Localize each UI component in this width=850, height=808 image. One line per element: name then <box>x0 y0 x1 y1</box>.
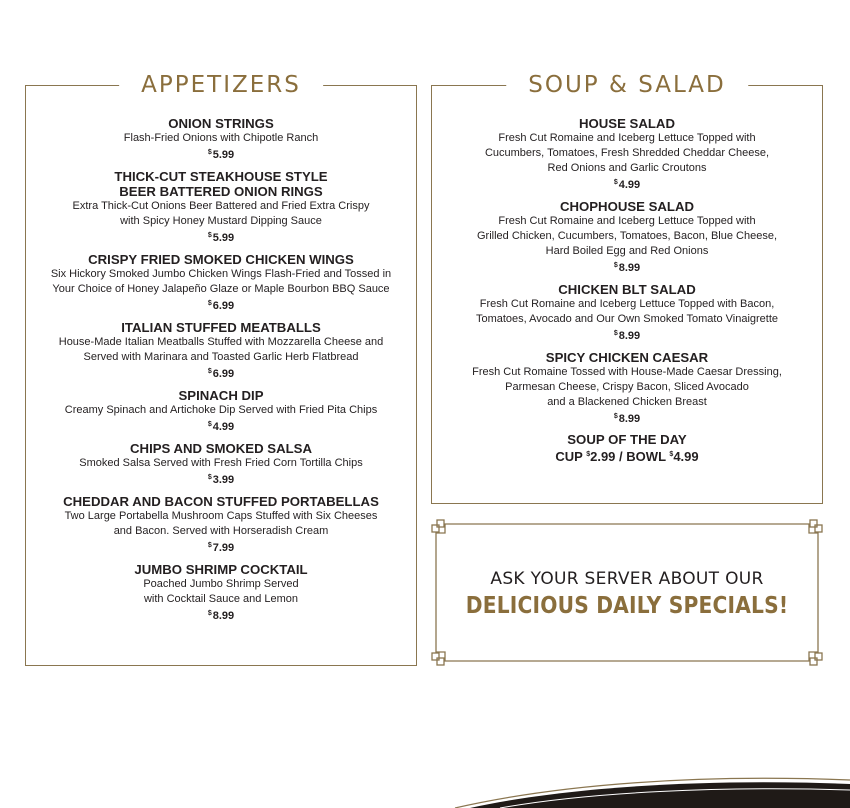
cup-label: CUP <box>555 449 583 464</box>
soup-salad-title: SOUP & SALAD <box>506 70 748 100</box>
appetizer-item <box>26 441 416 487</box>
item-description: Tomatoes, Avocado and Our Own Smoked Tomato Vinaigrette <box>475 313 779 325</box>
soup-salad-panel <box>431 72 823 504</box>
appetizer-item <box>26 562 416 623</box>
price-separator: / <box>619 449 623 464</box>
currency-symbol: $ <box>207 368 212 375</box>
appetizers-title: APPETIZERS <box>119 70 323 100</box>
item-name: JUMBO SHRIMP COCKTAIL <box>134 562 308 577</box>
item-description: Hard Boiled Egg and Red Onions <box>545 245 709 257</box>
item-description: with Spicy Honey Mustard Dipping Sauce <box>120 215 322 227</box>
item-description: Fresh Cut Romaine and Iceberg Lettuce Topped with <box>498 132 756 144</box>
salad-item <box>432 350 822 426</box>
item-description: with Cocktail Sauce and Lemon <box>143 593 299 605</box>
price-value: 7.99 <box>212 542 235 554</box>
item-name: THICK-CUT STEAKHOUSE STYLE <box>114 169 328 184</box>
appetizer-item <box>26 320 416 381</box>
price-value: 5.99 <box>212 149 235 161</box>
item-price <box>26 539 416 555</box>
item-name: SPICY CHICKEN CAESAR <box>545 350 709 365</box>
item-name: SPINACH DIP <box>178 388 264 403</box>
appetizers-list <box>26 116 416 630</box>
appetizer-item <box>26 494 416 555</box>
price-value: 8.99 <box>618 262 641 274</box>
currency-symbol: $ <box>207 610 212 617</box>
item-name: CHIPS AND SMOKED SALSA <box>130 441 312 456</box>
cup-price: 2.99 <box>590 449 616 464</box>
appetizer-item <box>26 116 416 162</box>
salad-item <box>432 116 822 192</box>
price-value: 4.99 <box>212 421 235 433</box>
item-description: Fresh Cut Romaine Tossed with House-Made Caesar Dressing, <box>472 366 782 378</box>
currency-symbol: $ <box>613 262 618 269</box>
price-value: 8.99 <box>212 610 235 622</box>
item-name-line-2: BEER BATTERED ONION RINGS <box>119 184 323 199</box>
item-price <box>432 327 822 343</box>
item-description: Served with Marinara and Toasted Garlic Herb Flatbread <box>83 351 359 363</box>
price-value: 8.99 <box>618 330 641 342</box>
item-price <box>26 297 416 313</box>
item-description: Your Choice of Honey Jalapeño Glaze or Maple Bourbon BBQ Sauce <box>52 283 390 295</box>
bowl-label: BOWL <box>626 449 666 464</box>
item-price <box>26 365 416 381</box>
item-description: Parmesan Cheese, Crispy Bacon, Sliced Avocado <box>505 381 749 393</box>
item-description: and Bacon. Served with Horseradish Cream <box>113 525 329 537</box>
item-price <box>432 410 822 426</box>
appetizer-item <box>26 388 416 434</box>
item-price <box>26 418 416 434</box>
item-description: House-Made Italian Meatballs Stuffed with Mozzarella Cheese and <box>58 336 384 348</box>
item-description: Smoked Salsa Served with Fresh Fried Corn Tortilla Chips <box>79 457 363 469</box>
item-description: Grilled Chicken, Cucumbers, Tomatoes, Bacon, Blue Cheese, <box>477 230 777 242</box>
soup-of-the-day <box>432 432 822 464</box>
item-name: CHOPHOUSE SALAD <box>559 199 695 214</box>
item-price <box>432 176 822 192</box>
currency-symbol: $ <box>207 474 212 481</box>
cup-currency: $ <box>586 451 591 458</box>
currency-symbol: $ <box>207 300 212 307</box>
item-description: Two Large Portabella Mushroom Caps Stuffed with Six Cheeses <box>64 510 378 522</box>
item-price <box>26 229 416 245</box>
price-value: 6.99 <box>212 300 235 312</box>
soup-salad-list <box>432 116 822 471</box>
item-description: Extra Thick-Cut Onions Beer Battered and Fried Extra Crispy <box>72 200 370 212</box>
currency-symbol: $ <box>207 421 212 428</box>
currency-symbol: $ <box>613 413 618 420</box>
item-description: and a Blackened Chicken Breast <box>547 396 707 408</box>
item-price <box>26 146 416 162</box>
appetizers-panel <box>25 72 417 666</box>
currency-symbol: $ <box>207 149 212 156</box>
salad-item <box>432 199 822 275</box>
item-name: CRISPY FRIED SMOKED CHICKEN WINGS <box>88 252 354 267</box>
item-description: Creamy Spinach and Artichoke Dip Served with Fried Pita Chips <box>64 404 378 416</box>
price-value: 4.99 <box>618 179 641 191</box>
bowl-currency: $ <box>669 451 674 458</box>
specials-box <box>431 519 823 666</box>
soup-prices <box>432 447 822 464</box>
price-value: 3.99 <box>212 474 235 486</box>
item-name: HOUSE SALAD <box>579 116 675 131</box>
appetizer-item <box>26 169 416 245</box>
item-name: ONION STRINGS <box>168 116 274 131</box>
item-price <box>26 607 416 623</box>
item-description: Red Onions and Garlic Croutons <box>547 162 707 174</box>
specials-line-2: DELICIOUS DAILY SPECIALS! <box>465 593 789 619</box>
item-price <box>26 471 416 487</box>
specials-line-1: ASK YOUR SERVER ABOUT OUR <box>490 569 764 589</box>
currency-symbol: $ <box>207 542 212 549</box>
item-description: Cucumbers, Tomatoes, Fresh Shredded Cheddar Cheese, <box>484 147 770 159</box>
item-description: Six Hickory Smoked Jumbo Chicken Wings Flash-Fried and Tossed in <box>50 268 392 280</box>
soup-name: SOUP OF THE DAY <box>567 432 687 447</box>
currency-symbol: $ <box>613 330 618 337</box>
item-description: Flash-Fried Onions with Chipotle Ranch <box>123 132 319 144</box>
salad-item <box>432 282 822 343</box>
price-value: 5.99 <box>212 232 235 244</box>
item-name: CHICKEN BLT SALAD <box>558 282 696 297</box>
item-description: Fresh Cut Romaine and Iceberg Lettuce Topped with <box>498 215 756 227</box>
appetizer-item <box>26 252 416 313</box>
price-value: 8.99 <box>618 413 641 425</box>
bowl-price: 4.99 <box>673 449 699 464</box>
currency-symbol: $ <box>613 179 618 186</box>
currency-symbol: $ <box>207 232 212 239</box>
item-name: ITALIAN STUFFED MEATBALLS <box>121 320 321 335</box>
item-name: CHEDDAR AND BACON STUFFED PORTABELLAS <box>63 494 379 509</box>
price-value: 6.99 <box>212 368 235 380</box>
item-description: Fresh Cut Romaine and Iceberg Lettuce Topped with Bacon, <box>479 298 775 310</box>
item-price <box>432 259 822 275</box>
bottom-swoosh-decoration <box>0 760 850 808</box>
item-description: Poached Jumbo Shrimp Served <box>143 578 299 590</box>
